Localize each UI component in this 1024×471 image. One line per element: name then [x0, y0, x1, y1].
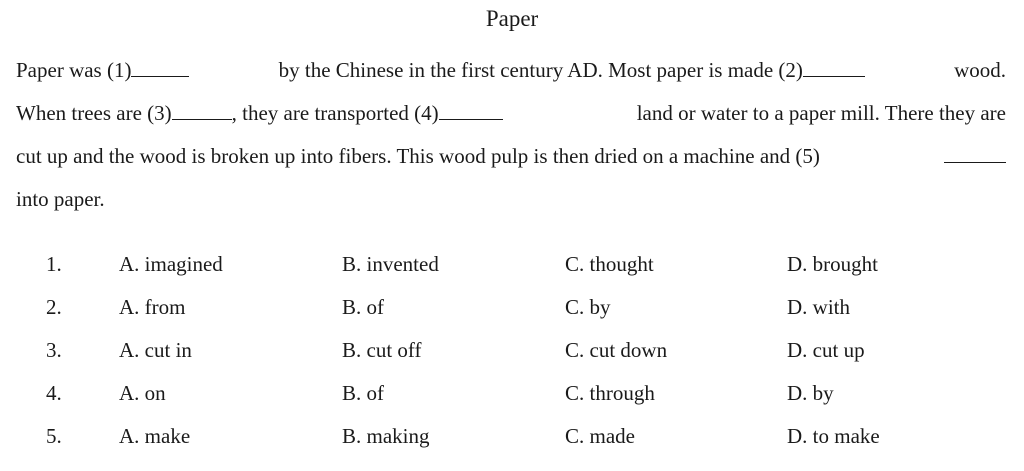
option-d: D. brought: [787, 252, 878, 276]
option-a: A. imagined: [119, 252, 223, 276]
option-b: B. invented: [342, 252, 439, 276]
question-number: 4.: [46, 381, 62, 405]
option-d: D. to make: [787, 424, 880, 448]
question-number: 1.: [46, 252, 62, 276]
question-number: 3.: [46, 338, 62, 362]
passage: [16, 49, 1006, 221]
passage-text: Paper was (1): [16, 58, 132, 82]
blank-1: [131, 57, 189, 77]
question-row-2: [0, 286, 1024, 329]
option-a: A. cut in: [119, 338, 192, 362]
option-b: B. making: [342, 424, 430, 448]
passage-line-1: [16, 49, 1006, 92]
option-b: B. cut off: [342, 338, 422, 362]
question-row-4: [0, 372, 1024, 415]
passage-text: cut up and the wood is broken up into fibers. This wood pulp is then dried on a machine and (5): [16, 144, 820, 168]
question-row-1: [0, 243, 1024, 286]
passage-text: land or water to a paper mill. There they are: [636, 101, 1006, 125]
passage-line-3: [16, 135, 1006, 178]
blank-2: [803, 57, 865, 77]
document-title: Paper: [485, 6, 539, 31]
passage-text: by the Chinese in the first century AD. Most paper is made (2): [278, 58, 803, 82]
question-number: 2.: [46, 295, 62, 319]
option-c: C. by: [565, 295, 611, 319]
passage-line-4: [16, 178, 1006, 221]
passage-text-segment: [279, 49, 865, 92]
option-a: A. from: [119, 295, 186, 319]
option-c: C. thought: [565, 252, 654, 276]
option-b: B. of: [342, 295, 384, 319]
blank-5: [944, 143, 1006, 163]
blank-4: [439, 100, 503, 120]
question-row-5: [0, 415, 1024, 458]
option-c: C. through: [565, 381, 655, 405]
option-c: C. cut down: [565, 338, 668, 362]
option-d: D. with: [787, 295, 850, 319]
passage-text: , they are transported (4): [231, 101, 439, 125]
passage-text: wood.: [954, 58, 1006, 82]
answer-options: [0, 243, 1024, 458]
passage-text-segment: [16, 49, 189, 92]
passage-line-2: [16, 92, 1006, 135]
option-c: C. made: [565, 424, 635, 448]
option-a: A. make: [119, 424, 191, 448]
passage-text: When trees are (3): [16, 101, 172, 125]
passage-text-segment: [16, 92, 503, 135]
option-b: B. of: [342, 381, 384, 405]
option-d: D. cut up: [787, 338, 865, 362]
question-number: 5.: [46, 424, 62, 448]
blank-3: [172, 100, 232, 120]
option-a: A. on: [119, 381, 166, 405]
option-d: D. by: [787, 381, 834, 405]
question-row-3: [0, 329, 1024, 372]
passage-text: into paper.: [16, 187, 105, 211]
